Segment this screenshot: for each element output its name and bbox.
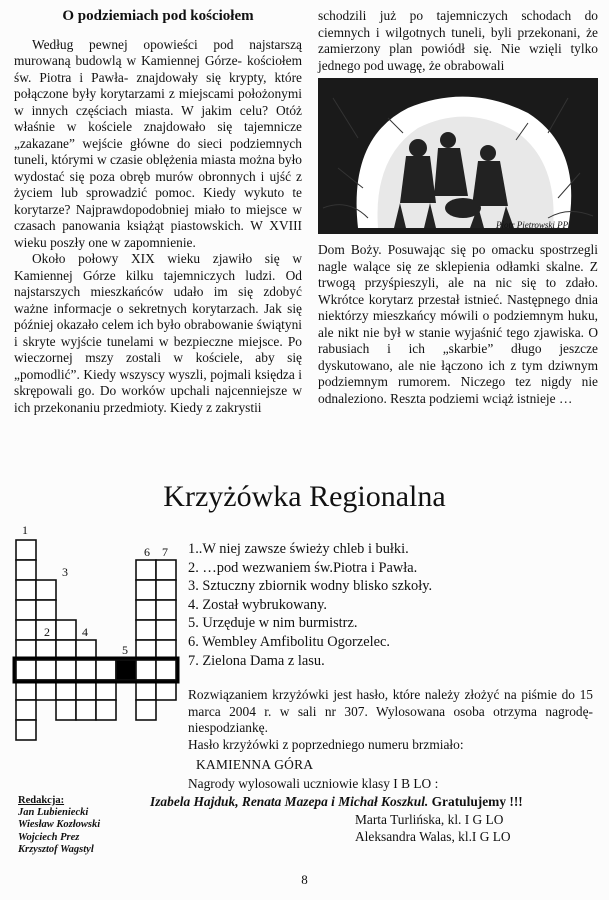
article-continuation-bottom: Dom Boży. Posuwając się po omacku spostrzegli nagle walące się ze sklepienia odłamki skalne. Z trwogą przyśpieszyli, ale na nic się to zdało. Wkrótce korytarz przestał istnieć. Następnego dnia niektórzy mieszkańcy mówili o podziemnym huku, ale nikt nie był w stanie wyjaśnić tego zjawiska. O rabusiach i ich „skarbie” długo jeszcze dyskutowano, ale nie łączono ich z tym dziwnym podziemnym rumorem. Niczego tez nigdy nie odnaleziono. Reszta podziemi wciąż istnieje … xyxy=(318,242,598,406)
editorial-heading: Redakcja: xyxy=(18,795,65,806)
grid-cell xyxy=(16,580,36,600)
grid-cell xyxy=(136,700,156,720)
robbers-illustration xyxy=(318,78,598,234)
winners-line xyxy=(150,794,523,811)
grid-number: 2 xyxy=(44,625,50,639)
grid-cell xyxy=(16,620,36,640)
crossword-title: Krzyżówka Regionalna xyxy=(163,480,446,513)
clue-7: 7. Zielona Dama z lasu. xyxy=(188,652,325,669)
editor-name: Jan Lubieniecki xyxy=(18,807,89,819)
editor-name: Krzysztof Wagstyl xyxy=(18,843,94,855)
congratulations: Gratulujemy !!! xyxy=(431,794,523,809)
grid-cell xyxy=(156,560,176,580)
solution-cell xyxy=(36,660,56,680)
crossword-clues xyxy=(188,540,432,670)
grid-cell xyxy=(156,580,176,600)
solution-cell xyxy=(116,660,136,680)
clue-4: 4. Został wybrukowany. xyxy=(188,596,327,613)
signature-2: Aleksandra Walas, kl.I G LO xyxy=(355,829,511,844)
solution-cell xyxy=(156,660,176,680)
grid-cell xyxy=(76,700,96,720)
page-number: 8 xyxy=(301,872,308,887)
crossword-grid xyxy=(10,522,182,772)
grid-cell xyxy=(16,700,36,720)
clue-5: 5. Urzęduje w nim burmistrz. xyxy=(188,615,358,632)
grid-cell xyxy=(16,560,36,580)
grid-number: 7 xyxy=(162,545,168,559)
article-left-column xyxy=(14,8,302,416)
clue-3: 3. Sztuczny zbiornik wodny blisko szkoły. xyxy=(188,578,433,595)
previous-answer-label: Hasło krzyżówki z poprzedniego numeru brzmiało: xyxy=(188,737,464,752)
article-paragraph-1: Według pewnej opowieści pod najstarszą murowaną budowlą w Kamiennej Górze- kościołem św. Piotra i Pawła- znajdowały się krypty, które połączone były korytarzami z miejscami położonymi w innych częściach miasta. W jakim celu? Otóż właśnie w kościele znajdowało się tajemnicze „zakazane” wejście główne do sieci podziemnych tuneli, którymi w czasie oblężenia miasta można było wydostać się poza obręb murów obronnych i ujść z życiem lub sprowadzić pomoc. Kiedy wykuto te korytarze? Najprawdopodobniej miało to miejsce w czasach panowania książąt piastowskich. W XVIII wieku poszły one w zapomnienie. xyxy=(14,36,302,250)
solution-cell xyxy=(16,660,36,680)
grid-cell xyxy=(156,600,176,620)
grid-number: 6 xyxy=(144,545,150,559)
clue-1: 1..W niej zawsze świeży chleb i bułki. xyxy=(188,541,409,557)
article-continuation-top: schodzili już po tajemniczych schodach do ciemnych i wilgotnych tuneli, byli przekonani, że zamierzony plan powiódł się. Nie wzięli tylko jednego pod uwagę, że obrabowali xyxy=(318,8,598,73)
solution-cell xyxy=(56,660,76,680)
solution-cell xyxy=(96,660,116,680)
grid-cell xyxy=(56,620,76,640)
grid-cell xyxy=(136,580,156,600)
grid-cell xyxy=(56,700,76,720)
solution-cell xyxy=(76,660,96,680)
illustration-signature: Piotr Pietrowski PP xyxy=(496,220,569,230)
winners-names: Izabela Hajduk, Renata Mazepa i Michał Koszkul. xyxy=(150,794,429,809)
grid-number: 1 xyxy=(22,523,28,537)
article-paragraph-2: Około połowy XIX wieku zjawiło się w Kamiennej Górze kilku tajemniczych ludzi. Od najstarszych mieszkańców udało im się zdobyć ważne informacje o sekretnych korytarzach. Jak się później okazało celem ich było obrabowanie świątyni i skryte wyjście tunelami w bezpieczne miejsce. Po wieczornej mszy zostali w kościele, aby się „pomodlić”. Kiedy wszyscy wyszli, pojmali księdza i skrępowali go. Do worków upchali najcenniejsze w ich przekonaniu przedmioty. Kiedy z zakrystii xyxy=(14,251,302,415)
grid-number: 3 xyxy=(62,565,68,579)
grid-number: 4 xyxy=(82,625,88,639)
grid-cell xyxy=(136,560,156,580)
solution-info: Rozwiązaniem krzyżówki jest hasło, które należy złożyć na piśmie do 15 marca 2004 r. w sali nr 307. Wylosowana osoba otrzyma nagrodę-niespodziankę. xyxy=(188,687,593,735)
signature-1: Marta Turlińska, kl. I G LO xyxy=(355,812,504,827)
grid-cell xyxy=(36,600,56,620)
grid-cell xyxy=(16,540,36,560)
winners-label: Nagrody wylosowali uczniowie klasy I B LO : xyxy=(188,776,439,791)
grid-cell xyxy=(36,580,56,600)
clue-6: 6. Wembley Amfibolitu Ogorzelec. xyxy=(188,633,390,650)
grid-cell xyxy=(16,720,36,740)
clue-2: 2. …pod wezwaniem św.Piotra i Pawła. xyxy=(188,559,418,576)
editor-name: Wojciech Prez xyxy=(18,831,80,843)
previous-answer: KAMIENNA GÓRA xyxy=(196,757,314,772)
grid-cell xyxy=(96,700,116,720)
solution-cell xyxy=(136,660,156,680)
editorial-box xyxy=(18,795,100,856)
article-right-column xyxy=(318,8,598,407)
grid-cell xyxy=(156,620,176,640)
grid-cell xyxy=(16,600,36,620)
editor-name: Wiesław Kozłowski xyxy=(18,819,101,831)
article-title: O podziemiach pod kościołem xyxy=(62,8,254,24)
grid-cell xyxy=(136,620,156,640)
grid-number: 5 xyxy=(122,643,128,657)
grid-cell xyxy=(136,600,156,620)
